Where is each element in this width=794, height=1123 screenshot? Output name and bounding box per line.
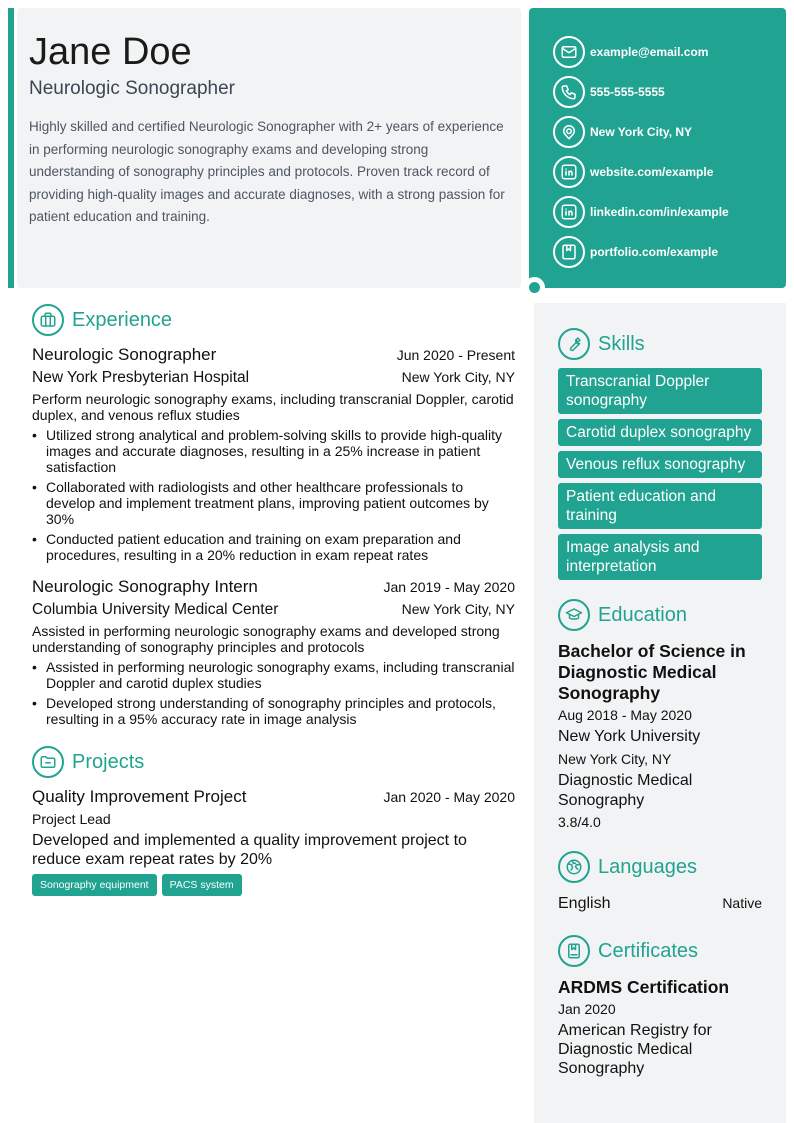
job-entry [32, 577, 515, 727]
globe-icon [558, 851, 590, 883]
skill-item: Venous reflux sonography [558, 451, 762, 478]
job-location: New York City, NY [401, 369, 515, 385]
projects-heading [32, 745, 515, 779]
contact-location [553, 112, 786, 152]
job-description: Assisted in performing neurologic sonography exams and developed strong understanding of sonography principles and protocols [32, 623, 500, 655]
experience-title: Experience [72, 308, 173, 331]
education-location: New York City, NY [558, 751, 672, 767]
education-field: Diagnostic Medical Sonography [558, 772, 693, 809]
job-org: New York Presbyterian Hospital [32, 369, 250, 386]
job-title-row [32, 577, 515, 597]
job-title: Neurologic Sonography Intern [32, 577, 258, 596]
job-dates: Jan 2019 - May 2020 [383, 579, 515, 595]
project-dates: Jan 2020 - May 2020 [383, 789, 515, 805]
job-title-row [32, 345, 515, 365]
portfolio-icon [553, 236, 585, 268]
job-bullets [32, 427, 515, 563]
skill-item: Patient education and training [558, 483, 762, 529]
project-entry [32, 787, 515, 896]
contact-phone[interactable] [553, 72, 786, 112]
language-name: English [558, 895, 611, 912]
header-panel [17, 8, 521, 288]
project-role: Project Lead [32, 811, 111, 827]
job-entry [32, 345, 515, 563]
job-bullet: • Conducted patient education and training on exam preparation and procedures, resulting in a 20% reduction in exam repeat rates [32, 531, 515, 563]
skill-item: Image analysis and interpretation [558, 534, 762, 580]
certificate-entry [558, 977, 762, 1078]
job-dates: Jun 2020 - Present [396, 347, 515, 363]
job-bullets [32, 659, 515, 727]
education-dates: Aug 2018 - May 2020 [558, 707, 692, 723]
job-location: New York City, NY [401, 601, 515, 617]
education-degree: Bachelor of Science in Diagnostic Medical Sonography [558, 641, 746, 703]
education-entry [558, 641, 762, 832]
languages-title: Languages [598, 855, 697, 878]
job-bullet: • Assisted in performing neurologic sonography exams, including transcranial Doppler and carotid duplex studies [32, 659, 515, 691]
job-org-row [32, 601, 515, 619]
graduation-cap-icon [558, 599, 590, 631]
projects-title: Projects [72, 750, 145, 773]
skill-item: Transcranial Doppler sonography [558, 368, 762, 414]
job-title: Neurologic Sonographer [32, 345, 217, 364]
project-tag: Sonography equipment [32, 874, 157, 896]
project-tags [32, 874, 515, 896]
phone-icon [553, 76, 585, 108]
certificate-issuer: American Registry for Diagnostic Medical Sonography [558, 1022, 712, 1077]
language-item [558, 893, 762, 914]
briefcase-icon [32, 304, 64, 336]
linkedin-icon [553, 156, 585, 188]
linkedin-icon [553, 196, 585, 228]
certificates-title: Certificates [598, 939, 699, 962]
certificate-name: ARDMS Certification [558, 977, 730, 997]
language-level: Native [722, 895, 762, 911]
contact-phone-text: 555-555-5555 [590, 85, 665, 99]
header-connector-dot [524, 277, 545, 298]
summary: Highly skilled and certified Neurologic Sonographer with 2+ years of experience in performing neurologic sonography exams and developing strong understanding of sonography principles and protocols. Proven track record of providing high-quality images and accurate diagnoses, with a strong passion for patient education and training. [29, 119, 505, 225]
job-org-row [32, 369, 515, 387]
contact-portfolio-text: portfolio.com/example [590, 245, 719, 259]
contact-panel [529, 8, 786, 288]
contact-website-text: website.com/example [590, 165, 714, 179]
project-title: Quality Improvement Project [32, 787, 247, 806]
skills-heading [558, 327, 762, 361]
certificate-book-icon [558, 935, 590, 967]
wrench-icon [558, 328, 590, 360]
languages-heading [558, 850, 762, 884]
candidate-role: Neurologic Sonographer [29, 78, 235, 99]
project-tag: PACS system [162, 874, 242, 896]
email-icon [553, 36, 585, 68]
job-bullet: • Developed strong understanding of sonography principles and protocols, resulting in a 95% accuracy rate in image analysis [32, 695, 515, 727]
candidate-name: Jane Doe [29, 31, 192, 73]
contact-email[interactable] [553, 32, 786, 72]
job-org: Columbia University Medical Center [32, 601, 279, 618]
skill-item: Carotid duplex sonography [558, 419, 762, 446]
project-description: Developed and implemented a quality improvement project to reduce exam repeat rates by 20% [32, 832, 467, 868]
certificate-date: Jan 2020 [558, 1001, 616, 1017]
location-pin-icon [553, 116, 585, 148]
education-title: Education [598, 603, 687, 626]
folder-icon [32, 746, 64, 778]
contact-linkedin[interactable] [553, 192, 786, 232]
contact-portfolio[interactable] [553, 232, 786, 272]
sidebar [534, 303, 786, 1123]
connector-dot-inner [529, 282, 540, 293]
education-heading [558, 598, 762, 632]
certificates-heading [558, 934, 762, 968]
contact-website[interactable] [553, 152, 786, 192]
skills-list [558, 368, 762, 580]
skills-title: Skills [598, 332, 645, 355]
education-school: New York University [558, 728, 701, 745]
contact-location-text: New York City, NY [590, 125, 693, 139]
contact-linkedin-text: linkedin.com/in/example [590, 205, 729, 219]
project-title-row [32, 787, 515, 807]
education-gpa: 3.8/4.0 [558, 814, 601, 830]
header-accent-bar [8, 8, 14, 288]
main-column [32, 303, 515, 896]
contact-email-text: example@email.com [590, 45, 709, 59]
job-bullet: • Collaborated with radiologists and other healthcare professionals to develop and implement treatment plans, improving patient outcomes by 30% [32, 479, 515, 527]
job-bullet: • Utilized strong analytical and problem-solving skills to provide high-quality images and accurate diagnoses, resulting in a 25% increase in patient satisfaction [32, 427, 515, 475]
experience-heading [32, 303, 515, 337]
job-description: Perform neurologic sonography exams, including transcranial Doppler, carotid duplex, and venous reflux studies [32, 391, 514, 423]
